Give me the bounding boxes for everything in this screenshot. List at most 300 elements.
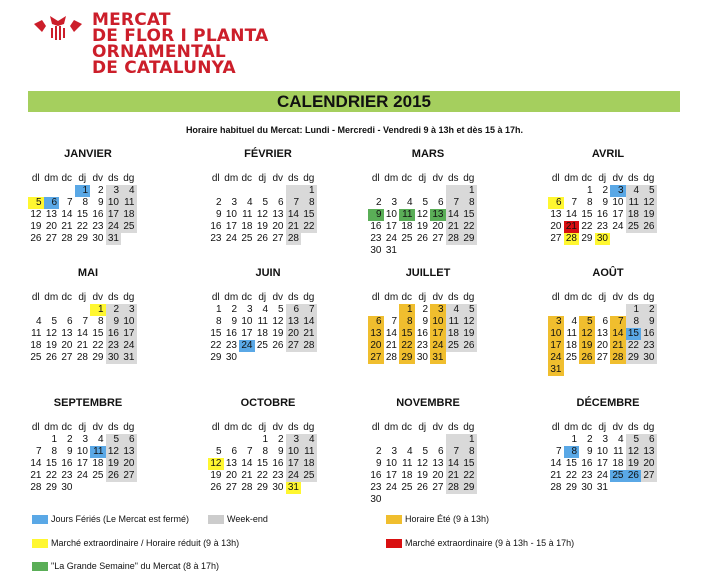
weekday-header: dv	[272, 173, 284, 184]
day-cell: 25	[241, 233, 253, 244]
logo-text	[92, 12, 269, 76]
day-cell: 8	[97, 316, 104, 327]
day-cell: 12	[416, 209, 428, 220]
day-cell: 31	[106, 233, 122, 245]
empty-cell	[548, 304, 564, 316]
day-cell: 20	[45, 221, 57, 232]
weekday-header: dm	[44, 173, 59, 184]
day-cell: 7	[246, 446, 253, 457]
day-cell: 4	[301, 434, 317, 446]
day-cell: 11	[31, 328, 42, 339]
day-cell: 20	[272, 221, 284, 232]
empty-cell	[461, 494, 477, 506]
day-cell: 6	[231, 446, 237, 457]
day-cell: 18	[121, 209, 137, 221]
day-cell: 28	[610, 352, 626, 364]
empty-cell	[595, 364, 611, 376]
weekday-header: ds	[287, 292, 299, 303]
day-cell: 1	[571, 434, 577, 445]
day-cell: 1	[215, 304, 222, 315]
day-cell: 6	[121, 434, 137, 446]
day-cell: 25	[401, 482, 413, 493]
day-cell: 24	[385, 482, 397, 493]
day-cell: 26	[416, 233, 428, 244]
day-cell: 28	[446, 233, 462, 245]
legend-label: Marché extraordinaire (9 à 13h - 15 à 17h)	[405, 538, 575, 548]
day-cell: 22	[565, 470, 577, 481]
weekday-header: dg	[303, 173, 315, 184]
day-cell: 30	[370, 494, 382, 505]
day-cell: 28	[286, 233, 302, 245]
day-cell: 20	[641, 458, 657, 470]
day-cell: 26	[106, 470, 122, 482]
weekday-header: dg	[643, 292, 655, 303]
day-cell: 12	[45, 328, 57, 339]
day-cell: 17	[548, 340, 564, 352]
weekday-header: dm	[384, 422, 399, 433]
day-cell: 1	[301, 185, 317, 197]
weekday-header: ds	[447, 422, 459, 433]
weekday-header: dm	[224, 292, 239, 303]
day-cell: 5	[461, 304, 477, 316]
day-cell: 18	[401, 470, 413, 481]
empty-cell	[579, 364, 595, 376]
day-cell: 20	[432, 470, 444, 481]
day-cell: 13	[121, 446, 137, 458]
day-cell: 3	[82, 434, 88, 445]
day-cell: 30	[595, 233, 611, 245]
day-cell: 24	[106, 221, 122, 233]
month-title: SEPTEMBRE	[53, 397, 123, 409]
day-cell: 22	[210, 340, 222, 351]
empty-cell	[255, 352, 271, 364]
empty-cell	[208, 185, 224, 197]
empty-cell	[255, 185, 271, 197]
day-cell: 29	[461, 482, 477, 494]
day-cell: 9	[231, 316, 237, 327]
day-cell: 16	[416, 328, 428, 339]
weekday-header: dv	[432, 422, 444, 433]
day-cell: 29	[76, 233, 88, 244]
month-calendar	[28, 396, 148, 494]
day-cell: 23	[370, 233, 382, 244]
day-cell: 12	[30, 209, 42, 220]
day-cell: 14	[301, 316, 317, 328]
day-cell: 5	[106, 434, 122, 446]
day-cell: 7	[286, 197, 302, 209]
day-cell: 6	[437, 446, 444, 457]
weekday-header: dm	[384, 292, 399, 303]
month-calendar	[548, 147, 668, 245]
day-cell: 29	[210, 352, 222, 363]
empty-cell	[301, 233, 317, 245]
day-cell: 29	[45, 482, 57, 493]
day-cell: 12	[579, 328, 595, 340]
weekday-header: ds	[287, 173, 299, 184]
day-cell: 5	[215, 446, 222, 457]
legend-label: Horaire Été (9 à 13h)	[405, 514, 490, 524]
empty-cell	[446, 185, 462, 197]
day-cell: 17	[430, 328, 446, 340]
logo	[30, 12, 269, 76]
day-cell: 21	[286, 221, 302, 233]
weekday-header: dg	[643, 173, 655, 184]
day-cell: 4	[446, 304, 462, 316]
day-cell: 20	[432, 221, 444, 232]
empty-cell	[548, 434, 564, 446]
day-cell: 18	[241, 221, 253, 232]
day-cell: 9	[215, 209, 222, 220]
month-title: OCTOBRE	[240, 397, 296, 409]
weekday-header: dl	[31, 422, 40, 433]
day-cell: 15	[626, 328, 642, 340]
day-cell: 27	[121, 470, 137, 482]
day-cell: 10	[286, 446, 302, 458]
month-grid	[368, 292, 488, 364]
day-cell: 4	[571, 316, 577, 327]
day-cell: 24	[430, 340, 446, 352]
weekday-header: dv	[92, 292, 104, 303]
day-cell: 22	[461, 470, 477, 482]
day-cell: 14	[565, 209, 577, 220]
empty-cell	[399, 185, 415, 197]
empty-cell	[461, 352, 477, 364]
weekday-header: dl	[211, 173, 220, 184]
weekday-header: dc	[581, 173, 593, 184]
day-cell: 10	[106, 197, 122, 209]
day-cell: 11	[121, 197, 137, 209]
empty-cell	[641, 482, 657, 494]
day-cell: 19	[256, 221, 268, 232]
day-cell: 14	[61, 209, 73, 220]
day-cell: 14	[30, 458, 42, 469]
empty-cell	[44, 304, 60, 316]
day-cell: 16	[370, 221, 382, 232]
day-cell: 26	[579, 352, 595, 364]
month-grid	[368, 173, 488, 257]
month-grid	[208, 173, 328, 245]
day-cell: 12	[641, 197, 657, 209]
logo-line: DE CATALUNYA	[92, 58, 236, 78]
day-cell: 30	[272, 482, 284, 493]
day-cell: 13	[286, 316, 302, 328]
month-calendar	[208, 266, 328, 364]
day-cell: 7	[301, 304, 317, 316]
day-cell: 3	[430, 304, 446, 316]
day-cell: 12	[272, 316, 284, 327]
day-cell: 3	[548, 316, 564, 328]
day-cell: 10	[385, 209, 397, 220]
weekday-header: dg	[123, 173, 135, 184]
day-cell: 14	[76, 328, 88, 339]
day-cell: 12	[626, 446, 642, 458]
weekday-header: dl	[371, 292, 380, 303]
day-cell: 24	[612, 221, 624, 232]
day-cell: 11	[90, 446, 106, 458]
day-cell: 15	[461, 209, 477, 221]
day-cell: 15	[256, 458, 268, 469]
day-cell: 30	[641, 352, 657, 364]
day-cell: 19	[461, 328, 477, 340]
empty-cell	[368, 304, 384, 316]
day-cell: 5	[626, 434, 642, 446]
day-cell: 16	[370, 470, 382, 481]
month-grid	[208, 422, 328, 494]
legend-label: Marché extraordinaire / Horaire réduit (9 à 13h)	[51, 538, 240, 548]
weekday-header: dl	[31, 292, 40, 303]
weekday-header: ds	[627, 422, 639, 433]
weekday-header: dm	[564, 422, 579, 433]
day-cell: 1	[586, 185, 593, 196]
day-cell: 14	[241, 458, 253, 469]
day-cell: 2	[602, 185, 608, 196]
day-cell: 21	[564, 221, 580, 233]
weekday-header: dl	[551, 422, 560, 433]
month-calendar	[28, 147, 148, 245]
weekday-header: dc	[241, 292, 253, 303]
weekday-header: dv	[272, 422, 284, 433]
day-cell: 16	[272, 458, 284, 469]
logo-line: DE FLOR I PLANTA	[92, 26, 269, 46]
weekday-header: dc	[401, 422, 413, 433]
day-cell: 30	[581, 482, 593, 493]
day-cell: 3	[610, 185, 626, 197]
day-cell: 2	[231, 304, 237, 315]
day-cell: 3	[391, 446, 397, 457]
month-calendar	[548, 396, 668, 494]
day-cell: 5	[28, 197, 44, 209]
legend-swatch	[32, 515, 48, 524]
weekday-header: dv	[272, 292, 284, 303]
day-cell: 29	[626, 352, 642, 364]
day-cell: 18	[612, 458, 624, 469]
day-cell: 5	[422, 446, 428, 457]
day-cell: 4	[262, 304, 268, 315]
month-title: MAI	[77, 267, 99, 279]
legend-swatch	[386, 515, 402, 524]
logo-line: MERCAT	[92, 10, 171, 30]
month-calendar	[368, 147, 488, 257]
day-cell: 25	[30, 352, 42, 363]
empty-cell	[224, 185, 240, 197]
day-cell: 17	[612, 209, 624, 220]
day-cell: 5	[262, 197, 268, 208]
empty-cell	[368, 185, 384, 197]
day-cell: 4	[35, 316, 42, 327]
day-cell: 12	[416, 458, 428, 469]
day-cell: 9	[97, 197, 104, 208]
day-cell: 11	[301, 446, 317, 458]
day-cell: 26	[272, 340, 284, 351]
day-cell: 16	[61, 458, 73, 469]
day-cell: 31	[596, 482, 608, 493]
empty-cell	[28, 304, 44, 316]
empty-cell	[106, 482, 122, 494]
day-cell: 16	[92, 209, 104, 220]
day-cell: 21	[30, 470, 42, 481]
day-cell: 19	[416, 221, 428, 232]
empty-cell	[626, 482, 642, 494]
empty-cell	[59, 304, 75, 316]
day-cell: 24	[121, 340, 137, 352]
day-cell: 26	[416, 482, 428, 493]
day-cell: 23	[225, 340, 237, 351]
empty-cell	[28, 185, 44, 197]
empty-cell	[121, 233, 137, 245]
day-cell: 21	[301, 328, 317, 340]
weekday-header: ds	[107, 422, 119, 433]
day-cell: 29	[461, 233, 477, 245]
day-cell: 4	[97, 434, 104, 445]
weekday-header: ds	[447, 292, 459, 303]
day-cell: 27	[596, 352, 608, 363]
empty-cell	[610, 233, 626, 245]
day-cell: 11	[566, 328, 577, 339]
day-cell: 22	[76, 221, 88, 232]
day-cell: 25	[301, 470, 317, 482]
day-cell: 13	[272, 209, 284, 220]
day-cell: 22	[92, 340, 104, 351]
empty-cell	[399, 434, 415, 446]
day-cell: 15	[210, 328, 222, 339]
empty-cell	[446, 352, 462, 364]
weekday-header: dm	[224, 422, 239, 433]
day-cell: 19	[106, 458, 122, 470]
day-cell: 14	[286, 209, 302, 221]
day-cell: 11	[399, 209, 415, 221]
day-cell: 18	[92, 458, 104, 469]
day-cell: 2	[641, 304, 657, 316]
day-cell: 8	[461, 197, 477, 209]
day-cell: 11	[402, 458, 413, 469]
month-calendar	[208, 147, 328, 245]
empty-cell	[384, 185, 400, 197]
day-cell: 8	[215, 316, 222, 327]
empty-cell	[430, 434, 446, 446]
day-cell: 6	[44, 197, 60, 209]
day-cell: 18	[301, 458, 317, 470]
day-cell: 31	[286, 482, 302, 494]
legend-item-holidays	[32, 514, 189, 524]
day-cell: 11	[613, 446, 624, 457]
day-cell: 31	[385, 245, 397, 256]
day-cell: 7	[82, 316, 88, 327]
day-cell: 25	[121, 221, 137, 233]
day-cell: 23	[106, 340, 122, 352]
day-cell: 17	[241, 328, 253, 339]
weekday-header: dl	[551, 292, 560, 303]
day-cell: 9	[277, 446, 284, 457]
month-grid	[28, 422, 148, 494]
weekday-header: dc	[581, 422, 593, 433]
legend-item-summer-hours	[386, 514, 489, 524]
day-cell: 23	[416, 340, 428, 351]
day-cell: 1	[75, 185, 91, 197]
day-cell: 17	[76, 458, 88, 469]
day-cell: 2	[375, 197, 382, 208]
day-cell: 19	[579, 340, 595, 352]
day-cell: 24	[239, 340, 255, 352]
day-cell: 27	[641, 470, 657, 482]
day-cell: 4	[121, 185, 137, 197]
weekday-header: dc	[581, 292, 593, 303]
day-cell: 19	[45, 340, 57, 351]
day-cell: 17	[286, 458, 302, 470]
empty-cell	[430, 494, 446, 506]
day-cell: 6	[66, 316, 73, 327]
empty-cell	[286, 185, 302, 197]
day-cell: 7	[446, 446, 462, 458]
weekday-header: ds	[627, 292, 639, 303]
day-cell: 29	[581, 233, 593, 244]
day-cell: 9	[375, 458, 382, 469]
legend-label: Jours Fériés (Le Mercat est fermé)	[51, 514, 190, 524]
day-cell: 8	[301, 197, 317, 209]
day-cell: 13	[225, 458, 237, 469]
day-cell: 27	[286, 340, 302, 352]
month-grid	[208, 292, 328, 364]
day-cell: 20	[225, 470, 237, 481]
day-cell: 9	[641, 316, 657, 328]
day-cell: 28	[446, 482, 462, 494]
day-cell: 22	[581, 221, 593, 232]
day-cell: 5	[51, 316, 57, 327]
month-title: JUIN	[255, 267, 281, 279]
day-cell: 19	[626, 458, 642, 470]
month-grid	[548, 292, 668, 376]
day-cell: 28	[241, 482, 253, 493]
empty-cell	[461, 245, 477, 257]
day-cell: 25	[626, 221, 642, 233]
flower-logo-icon	[30, 14, 86, 44]
day-cell: 20	[368, 340, 384, 352]
day-cell: 13	[596, 328, 608, 339]
day-cell: 16	[596, 209, 608, 220]
day-cell: 25	[92, 470, 104, 481]
day-cell: 8	[461, 446, 477, 458]
weekday-header: dg	[303, 422, 315, 433]
day-cell: 3	[121, 304, 137, 316]
legend-item-reduced-hours	[32, 538, 239, 548]
month-title: DÉCEMBRE	[576, 397, 640, 409]
day-cell: 21	[76, 340, 88, 351]
day-cell: 2	[215, 197, 222, 208]
empty-cell	[564, 185, 580, 197]
day-cell: 23	[92, 221, 104, 232]
day-cell: 14	[385, 328, 397, 339]
weekday-header: dl	[371, 422, 380, 433]
weekday-header: ds	[287, 422, 299, 433]
day-cell: 15	[301, 209, 317, 221]
weekday-header: dl	[551, 173, 560, 184]
empty-cell	[595, 304, 611, 316]
month-title: AOÛT	[592, 267, 624, 279]
empty-cell	[548, 185, 564, 197]
day-cell: 6	[277, 197, 284, 208]
day-cell: 8	[626, 316, 642, 328]
month-grid	[548, 173, 668, 245]
day-cell: 8	[586, 197, 593, 208]
day-cell: 26	[30, 233, 42, 244]
day-cell: 9	[66, 446, 73, 457]
empty-cell	[384, 494, 400, 506]
empty-cell	[430, 245, 446, 257]
empty-cell	[224, 434, 240, 446]
legend-swatch	[386, 539, 402, 548]
weekday-header: dm	[564, 173, 579, 184]
empty-cell	[121, 482, 137, 494]
weekday-header: dv	[432, 173, 444, 184]
